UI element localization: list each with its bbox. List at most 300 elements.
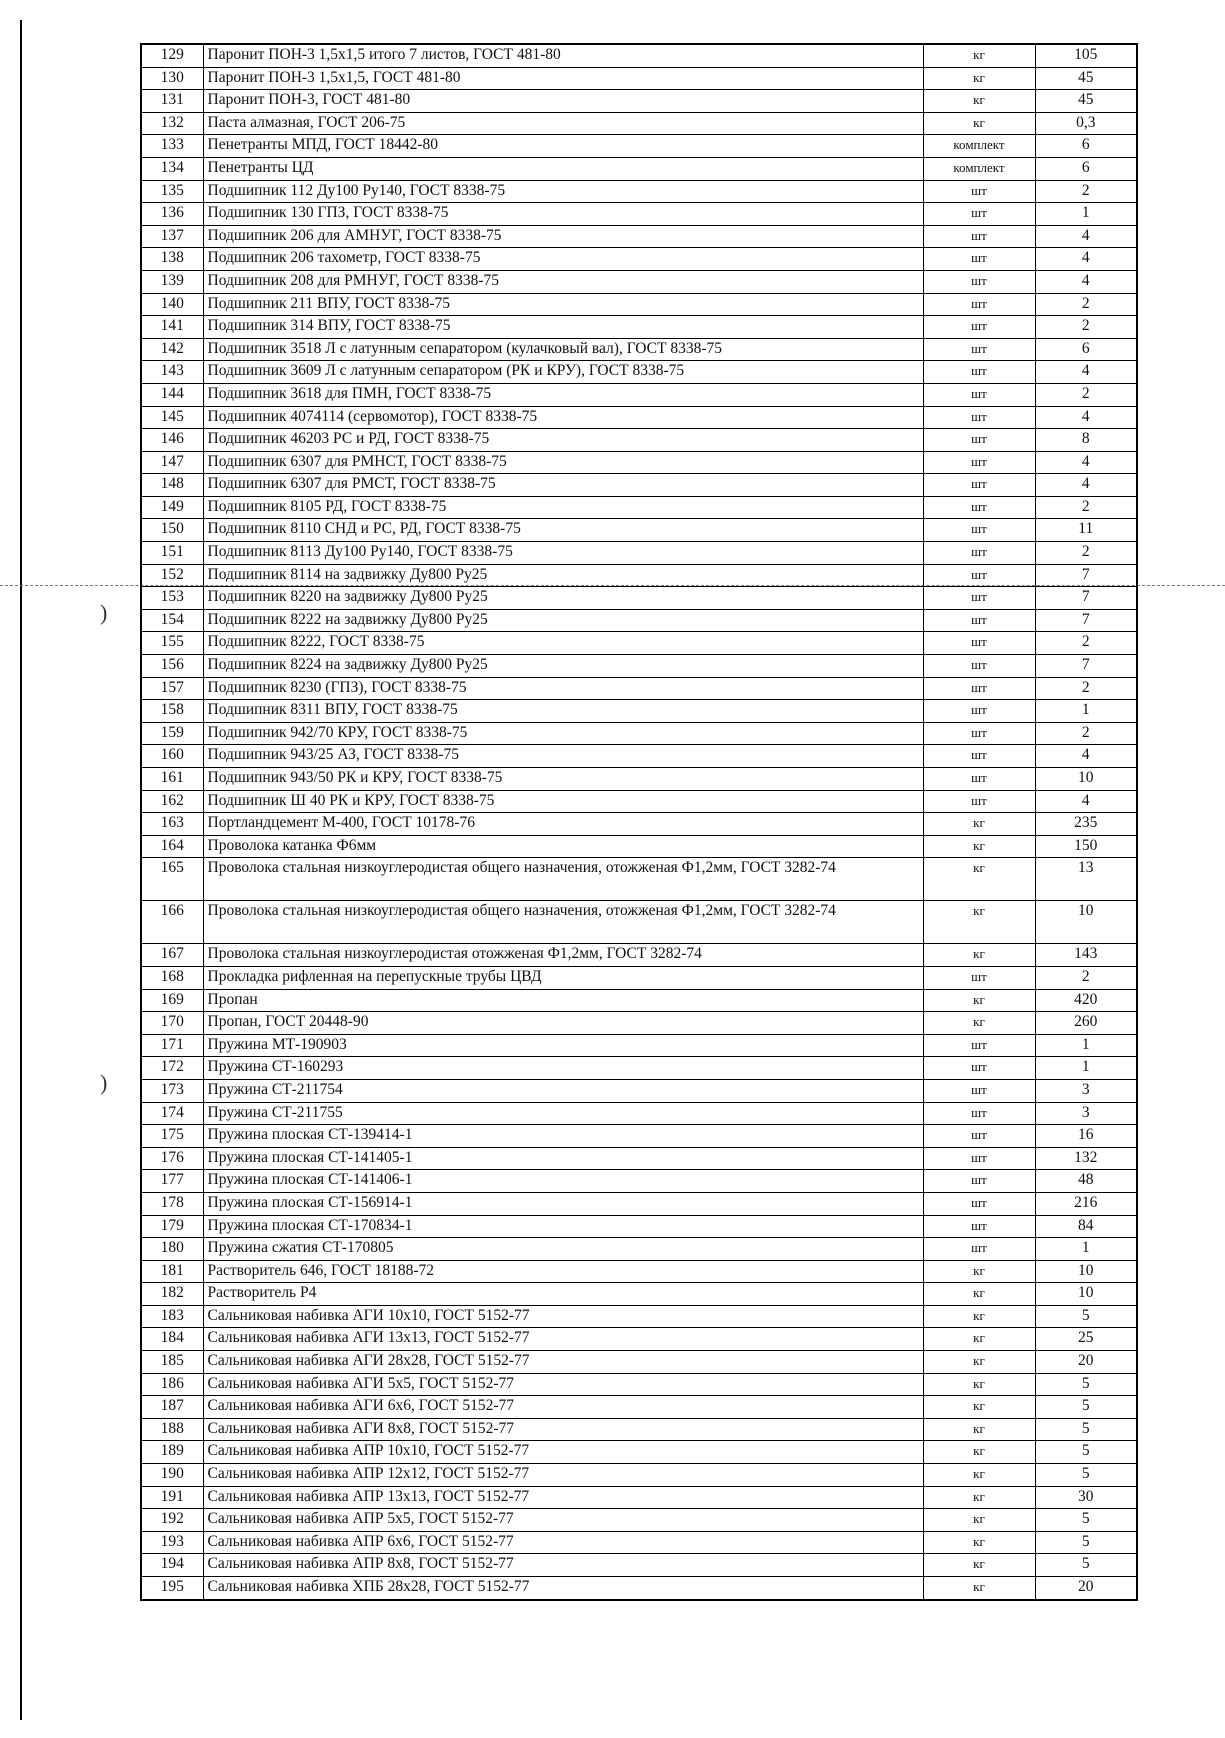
table-row	[141, 338, 1137, 361]
row-number: 184	[141, 1328, 203, 1351]
materials-table-body	[141, 44, 1137, 1600]
unit-of-measure: кг	[923, 90, 1035, 113]
item-name: Паста алмазная, ГОСТ 206-75	[203, 112, 923, 135]
table-row	[141, 112, 1137, 135]
table-row	[141, 1373, 1137, 1396]
table-row	[141, 587, 1137, 610]
quantity: 4	[1035, 248, 1137, 271]
unit-of-measure: шт	[923, 587, 1035, 610]
unit-of-measure: кг	[923, 1441, 1035, 1464]
unit-of-measure: шт	[923, 361, 1035, 384]
row-number: 158	[141, 700, 203, 723]
row-number: 185	[141, 1351, 203, 1374]
table-row	[141, 1147, 1137, 1170]
table-row	[141, 1170, 1137, 1193]
item-name: Подшипник Ш 40 РК и КРУ, ГОСТ 8338-75	[203, 790, 923, 813]
unit-of-measure: шт	[923, 1034, 1035, 1057]
item-name: Пружина СТ-160293	[203, 1057, 923, 1080]
materials-table	[140, 43, 1138, 1601]
quantity: 2	[1035, 180, 1137, 203]
item-name: Сальниковая набивка АПР 8х8, ГОСТ 5152-77	[203, 1554, 923, 1577]
quantity: 6	[1035, 157, 1137, 180]
quantity: 16	[1035, 1125, 1137, 1148]
unit-of-measure: шт	[923, 1238, 1035, 1261]
row-number: 162	[141, 790, 203, 813]
row-number: 187	[141, 1396, 203, 1419]
quantity: 45	[1035, 67, 1137, 90]
row-number: 166	[141, 901, 203, 944]
quantity: 8	[1035, 429, 1137, 452]
row-number: 147	[141, 451, 203, 474]
quantity: 1	[1035, 1034, 1137, 1057]
item-name: Подшипник 4074114 (сервомотор), ГОСТ 8338-75	[203, 406, 923, 429]
row-number: 160	[141, 745, 203, 768]
row-number: 191	[141, 1486, 203, 1509]
table-row	[141, 1079, 1137, 1102]
table-row	[141, 1260, 1137, 1283]
table-row	[141, 632, 1137, 655]
item-name: Проволока катанка Ф6мм	[203, 835, 923, 858]
unit-of-measure: шт	[923, 1125, 1035, 1148]
item-name: Подшипник 6307 для РМНСТ, ГОСТ 8338-75	[203, 451, 923, 474]
table-row	[141, 1577, 1137, 1600]
item-name: Пружина плоская СТ-141405-1	[203, 1147, 923, 1170]
unit-of-measure: шт	[923, 248, 1035, 271]
quantity: 2	[1035, 722, 1137, 745]
quantity: 20	[1035, 1351, 1137, 1374]
unit-of-measure: шт	[923, 1170, 1035, 1193]
quantity: 25	[1035, 1328, 1137, 1351]
unit-of-measure: кг	[923, 67, 1035, 90]
item-name: Сальниковая набивка АПР 6х6, ГОСТ 5152-77	[203, 1531, 923, 1554]
unit-of-measure: шт	[923, 203, 1035, 226]
item-name: Проволока стальная низкоуглеродистая общего назначения, отожженая Ф1,2мм, ГОСТ 3282-74	[203, 901, 923, 944]
unit-of-measure: шт	[923, 609, 1035, 632]
table-row	[141, 406, 1137, 429]
quantity: 2	[1035, 542, 1137, 565]
unit-of-measure: шт	[923, 966, 1035, 989]
table-row	[141, 966, 1137, 989]
table-row	[141, 542, 1137, 565]
item-name: Сальниковая набивка АПР 10х10, ГОСТ 5152-77	[203, 1441, 923, 1464]
table-row	[141, 1396, 1137, 1419]
table-row	[141, 519, 1137, 542]
item-name: Подшипник 8113 Ду100 Ру140, ГОСТ 8338-75	[203, 542, 923, 565]
item-name: Пенетранты МПД, ГОСТ 18442-80	[203, 135, 923, 158]
unit-of-measure: кг	[923, 1509, 1035, 1532]
table-row	[141, 745, 1137, 768]
unit-of-measure: шт	[923, 1192, 1035, 1215]
unit-of-measure: кг	[923, 1305, 1035, 1328]
row-number: 151	[141, 542, 203, 565]
table-row	[141, 1328, 1137, 1351]
quantity: 0,3	[1035, 112, 1137, 135]
table-row	[141, 1215, 1137, 1238]
item-name: Сальниковая набивка АГИ 28х28, ГОСТ 5152-77	[203, 1351, 923, 1374]
unit-of-measure: шт	[923, 1079, 1035, 1102]
table-row	[141, 944, 1137, 967]
unit-of-measure: шт	[923, 632, 1035, 655]
quantity: 5	[1035, 1464, 1137, 1487]
unit-of-measure: комплект	[923, 135, 1035, 158]
unit-of-measure: шт	[923, 722, 1035, 745]
unit-of-measure: шт	[923, 270, 1035, 293]
row-number: 170	[141, 1012, 203, 1035]
quantity: 5	[1035, 1418, 1137, 1441]
row-number: 192	[141, 1509, 203, 1532]
item-name: Подшипник 8220 на задвижку Ду800 Ру25	[203, 587, 923, 610]
unit-of-measure: шт	[923, 338, 1035, 361]
item-name: Пружина МТ-190903	[203, 1034, 923, 1057]
item-name: Подшипник 3618 для ПМН, ГОСТ 8338-75	[203, 383, 923, 406]
quantity: 216	[1035, 1192, 1137, 1215]
item-name: Подшипник 8222 на задвижку Ду800 Ру25	[203, 609, 923, 632]
item-name: Пропан	[203, 989, 923, 1012]
quantity: 48	[1035, 1170, 1137, 1193]
quantity: 4	[1035, 225, 1137, 248]
row-number: 138	[141, 248, 203, 271]
row-number: 193	[141, 1531, 203, 1554]
item-name: Подшипник 314 ВПУ, ГОСТ 8338-75	[203, 316, 923, 339]
quantity: 3	[1035, 1102, 1137, 1125]
table-row	[141, 1554, 1137, 1577]
row-number: 180	[141, 1238, 203, 1261]
quantity: 84	[1035, 1215, 1137, 1238]
quantity: 45	[1035, 90, 1137, 113]
quantity: 4	[1035, 406, 1137, 429]
row-number: 161	[141, 768, 203, 791]
unit-of-measure: шт	[923, 406, 1035, 429]
table-row	[141, 429, 1137, 452]
quantity: 143	[1035, 944, 1137, 967]
item-name: Паронит ПОН-3, ГОСТ 481-80	[203, 90, 923, 113]
row-number: 159	[141, 722, 203, 745]
quantity: 2	[1035, 293, 1137, 316]
unit-of-measure: комплект	[923, 157, 1035, 180]
quantity: 2	[1035, 496, 1137, 519]
item-name: Паронит ПОН-3 1,5х1,5 итого 7 листов, ГОСТ 481-80	[203, 44, 923, 67]
row-number: 153	[141, 587, 203, 610]
item-name: Подшипник 206 тахометр, ГОСТ 8338-75	[203, 248, 923, 271]
row-number: 163	[141, 813, 203, 836]
table-row	[141, 858, 1137, 901]
table-row	[141, 316, 1137, 339]
table-row	[141, 225, 1137, 248]
scan-artifact: )	[100, 1070, 108, 1095]
quantity: 4	[1035, 361, 1137, 384]
quantity: 10	[1035, 1283, 1137, 1306]
item-name: Растворитель Р4	[203, 1283, 923, 1306]
row-number: 134	[141, 157, 203, 180]
unit-of-measure: кг	[923, 44, 1035, 67]
unit-of-measure: кг	[923, 1328, 1035, 1351]
table-row	[141, 1464, 1137, 1487]
quantity: 2	[1035, 966, 1137, 989]
unit-of-measure: кг	[923, 1531, 1035, 1554]
table-row	[141, 1351, 1137, 1374]
row-number: 172	[141, 1057, 203, 1080]
item-name: Пружина СТ-211755	[203, 1102, 923, 1125]
table-row	[141, 248, 1137, 271]
quantity: 1	[1035, 1057, 1137, 1080]
table-row	[141, 989, 1137, 1012]
quantity: 4	[1035, 474, 1137, 497]
item-name: Подшипник 8311 ВПУ, ГОСТ 8338-75	[203, 700, 923, 723]
item-name: Пружина СТ-211754	[203, 1079, 923, 1102]
item-name: Пружина плоская СТ-139414-1	[203, 1125, 923, 1148]
row-number: 143	[141, 361, 203, 384]
quantity: 105	[1035, 44, 1137, 67]
unit-of-measure: шт	[923, 542, 1035, 565]
item-name: Подшипник 942/70 КРУ, ГОСТ 8338-75	[203, 722, 923, 745]
row-number: 148	[141, 474, 203, 497]
table-row	[141, 90, 1137, 113]
unit-of-measure: кг	[923, 1554, 1035, 1577]
row-number: 135	[141, 180, 203, 203]
item-name: Подшипник 8105 РД, ГОСТ 8338-75	[203, 496, 923, 519]
table-row	[141, 813, 1137, 836]
row-number: 133	[141, 135, 203, 158]
row-number: 173	[141, 1079, 203, 1102]
item-name: Сальниковая набивка АГИ 8х8, ГОСТ 5152-77	[203, 1418, 923, 1441]
row-number: 179	[141, 1215, 203, 1238]
item-name: Растворитель 646, ГОСТ 18188-72	[203, 1260, 923, 1283]
table-row	[141, 1238, 1137, 1261]
table-row	[141, 1441, 1137, 1464]
unit-of-measure: кг	[923, 901, 1035, 944]
unit-of-measure: кг	[923, 1396, 1035, 1419]
unit-of-measure: кг	[923, 989, 1035, 1012]
quantity: 6	[1035, 135, 1137, 158]
item-name: Подшипник 8222, ГОСТ 8338-75	[203, 632, 923, 655]
item-name: Подшипник 3609 Л с латунным сепаратором (РК и КРУ), ГОСТ 8338-75	[203, 361, 923, 384]
row-number: 177	[141, 1170, 203, 1193]
unit-of-measure: кг	[923, 1012, 1035, 1035]
quantity: 10	[1035, 901, 1137, 944]
table-row	[141, 203, 1137, 226]
item-name: Прокладка рифленная на перепускные трубы ЦВД	[203, 966, 923, 989]
quantity: 2	[1035, 632, 1137, 655]
table-row	[141, 1531, 1137, 1554]
unit-of-measure: шт	[923, 745, 1035, 768]
table-row	[141, 270, 1137, 293]
item-name: Проволока стальная низкоуглеродистая отожженая Ф1,2мм, ГОСТ 3282-74	[203, 944, 923, 967]
quantity: 5	[1035, 1554, 1137, 1577]
table-row	[141, 1509, 1137, 1532]
row-number: 140	[141, 293, 203, 316]
quantity: 10	[1035, 768, 1137, 791]
unit-of-measure: шт	[923, 1057, 1035, 1080]
table-row	[141, 496, 1137, 519]
quantity: 1	[1035, 1238, 1137, 1261]
quantity: 3	[1035, 1079, 1137, 1102]
quantity: 7	[1035, 609, 1137, 632]
table-row	[141, 157, 1137, 180]
unit-of-measure: кг	[923, 1577, 1035, 1600]
table-row	[141, 768, 1137, 791]
quantity: 4	[1035, 745, 1137, 768]
table-row	[141, 655, 1137, 678]
item-name: Подшипник 46203 РС и РД, ГОСТ 8338-75	[203, 429, 923, 452]
quantity: 5	[1035, 1441, 1137, 1464]
item-name: Проволока стальная низкоуглеродистая общего назначения, отожженая Ф1,2мм, ГОСТ 3282-74	[203, 858, 923, 901]
unit-of-measure: кг	[923, 1464, 1035, 1487]
row-number: 178	[141, 1192, 203, 1215]
item-name: Сальниковая набивка АГИ 10х10, ГОСТ 5152-77	[203, 1305, 923, 1328]
table-row	[141, 1486, 1137, 1509]
table-row	[141, 474, 1137, 497]
row-number: 194	[141, 1554, 203, 1577]
row-number: 139	[141, 270, 203, 293]
row-number: 141	[141, 316, 203, 339]
scan-artifact: )	[100, 600, 108, 625]
table-row	[141, 835, 1137, 858]
table-row	[141, 451, 1137, 474]
quantity: 5	[1035, 1509, 1137, 1532]
row-number: 171	[141, 1034, 203, 1057]
row-number: 168	[141, 966, 203, 989]
table-row	[141, 1125, 1137, 1148]
row-number: 131	[141, 90, 203, 113]
unit-of-measure: шт	[923, 700, 1035, 723]
row-number: 149	[141, 496, 203, 519]
table-row	[141, 901, 1137, 944]
unit-of-measure: кг	[923, 1418, 1035, 1441]
row-number: 183	[141, 1305, 203, 1328]
unit-of-measure: шт	[923, 316, 1035, 339]
unit-of-measure: кг	[923, 1373, 1035, 1396]
unit-of-measure: кг	[923, 1283, 1035, 1306]
table-row	[141, 700, 1137, 723]
row-number: 174	[141, 1102, 203, 1125]
row-number: 176	[141, 1147, 203, 1170]
table-row	[141, 1283, 1137, 1306]
item-name: Пружина плоская СТ-141406-1	[203, 1170, 923, 1193]
row-number: 136	[141, 203, 203, 226]
unit-of-measure: шт	[923, 564, 1035, 587]
item-name: Подшипник 8110 СНД и РС, РД, ГОСТ 8338-75	[203, 519, 923, 542]
item-name: Сальниковая набивка АГИ 6х6, ГОСТ 5152-77	[203, 1396, 923, 1419]
unit-of-measure: шт	[923, 1215, 1035, 1238]
table-row	[141, 1012, 1137, 1035]
table-row	[141, 44, 1137, 67]
unit-of-measure: шт	[923, 790, 1035, 813]
row-number: 142	[141, 338, 203, 361]
quantity: 4	[1035, 270, 1137, 293]
item-name: Паронит ПОН-3 1,5х1,5, ГОСТ 481-80	[203, 67, 923, 90]
unit-of-measure: кг	[923, 1486, 1035, 1509]
table-row	[141, 361, 1137, 384]
quantity: 1	[1035, 700, 1137, 723]
quantity: 20	[1035, 1577, 1137, 1600]
quantity: 4	[1035, 451, 1137, 474]
table-row	[141, 383, 1137, 406]
item-name: Подшипник 6307 для РМСТ, ГОСТ 8338-75	[203, 474, 923, 497]
row-number: 145	[141, 406, 203, 429]
quantity: 11	[1035, 519, 1137, 542]
unit-of-measure: кг	[923, 1260, 1035, 1283]
unit-of-measure: шт	[923, 519, 1035, 542]
item-name: Пружина сжатия СТ-170805	[203, 1238, 923, 1261]
row-number: 154	[141, 609, 203, 632]
row-number: 156	[141, 655, 203, 678]
row-number: 175	[141, 1125, 203, 1148]
item-name: Подшипник 208 для РМНУГ, ГОСТ 8338-75	[203, 270, 923, 293]
quantity: 30	[1035, 1486, 1137, 1509]
quantity: 5	[1035, 1531, 1137, 1554]
row-number: 164	[141, 835, 203, 858]
item-name: Пружина плоская СТ-156914-1	[203, 1192, 923, 1215]
item-name: Сальниковая набивка АПР 13х13, ГОСТ 5152-77	[203, 1486, 923, 1509]
unit-of-measure: кг	[923, 1351, 1035, 1374]
row-number: 152	[141, 564, 203, 587]
unit-of-measure: кг	[923, 944, 1035, 967]
item-name: Подшипник 206 для АМНУГ, ГОСТ 8338-75	[203, 225, 923, 248]
row-number: 165	[141, 858, 203, 901]
quantity: 10	[1035, 1260, 1137, 1283]
unit-of-measure: шт	[923, 1147, 1035, 1170]
item-name: Подшипник 8230 (ГПЗ), ГОСТ 8338-75	[203, 677, 923, 700]
unit-of-measure: шт	[923, 180, 1035, 203]
unit-of-measure: шт	[923, 496, 1035, 519]
item-name: Пружина плоская СТ-170834-1	[203, 1215, 923, 1238]
row-number: 137	[141, 225, 203, 248]
row-number: 182	[141, 1283, 203, 1306]
quantity: 5	[1035, 1396, 1137, 1419]
scan-margin-line	[20, 20, 22, 1720]
unit-of-measure: шт	[923, 293, 1035, 316]
quantity: 420	[1035, 989, 1137, 1012]
quantity: 2	[1035, 316, 1137, 339]
quantity: 5	[1035, 1305, 1137, 1328]
quantity: 6	[1035, 338, 1137, 361]
row-number: 169	[141, 989, 203, 1012]
item-name: Сальниковая набивка ХПБ 28х28, ГОСТ 5152-77	[203, 1577, 923, 1600]
unit-of-measure: шт	[923, 429, 1035, 452]
quantity: 13	[1035, 858, 1137, 901]
unit-of-measure: кг	[923, 835, 1035, 858]
item-name: Сальниковая набивка АПР 5х5, ГОСТ 5152-77	[203, 1509, 923, 1532]
quantity: 4	[1035, 790, 1137, 813]
item-name: Подшипник 3518 Л с латунным сепаратором (кулачковый вал), ГОСТ 8338-75	[203, 338, 923, 361]
quantity: 132	[1035, 1147, 1137, 1170]
item-name: Подшипник 112 Ду100 Ру140, ГОСТ 8338-75	[203, 180, 923, 203]
table-row	[141, 1034, 1137, 1057]
row-number: 167	[141, 944, 203, 967]
row-number: 129	[141, 44, 203, 67]
row-number: 132	[141, 112, 203, 135]
row-number: 189	[141, 1441, 203, 1464]
quantity: 7	[1035, 655, 1137, 678]
item-name: Сальниковая набивка АПР 12х12, ГОСТ 5152-77	[203, 1464, 923, 1487]
table-row	[141, 1305, 1137, 1328]
unit-of-measure: шт	[923, 474, 1035, 497]
table-row	[141, 1418, 1137, 1441]
table-row	[141, 1192, 1137, 1215]
quantity: 2	[1035, 383, 1137, 406]
item-name: Пропан, ГОСТ 20448-90	[203, 1012, 923, 1035]
unit-of-measure: шт	[923, 225, 1035, 248]
item-name: Пенетранты ЦД	[203, 157, 923, 180]
unit-of-measure: кг	[923, 813, 1035, 836]
quantity: 150	[1035, 835, 1137, 858]
table-row	[141, 293, 1137, 316]
row-number: 188	[141, 1418, 203, 1441]
table-row	[141, 67, 1137, 90]
row-number: 144	[141, 383, 203, 406]
unit-of-measure: шт	[923, 383, 1035, 406]
item-name: Подшипник 130 ГПЗ, ГОСТ 8338-75	[203, 203, 923, 226]
